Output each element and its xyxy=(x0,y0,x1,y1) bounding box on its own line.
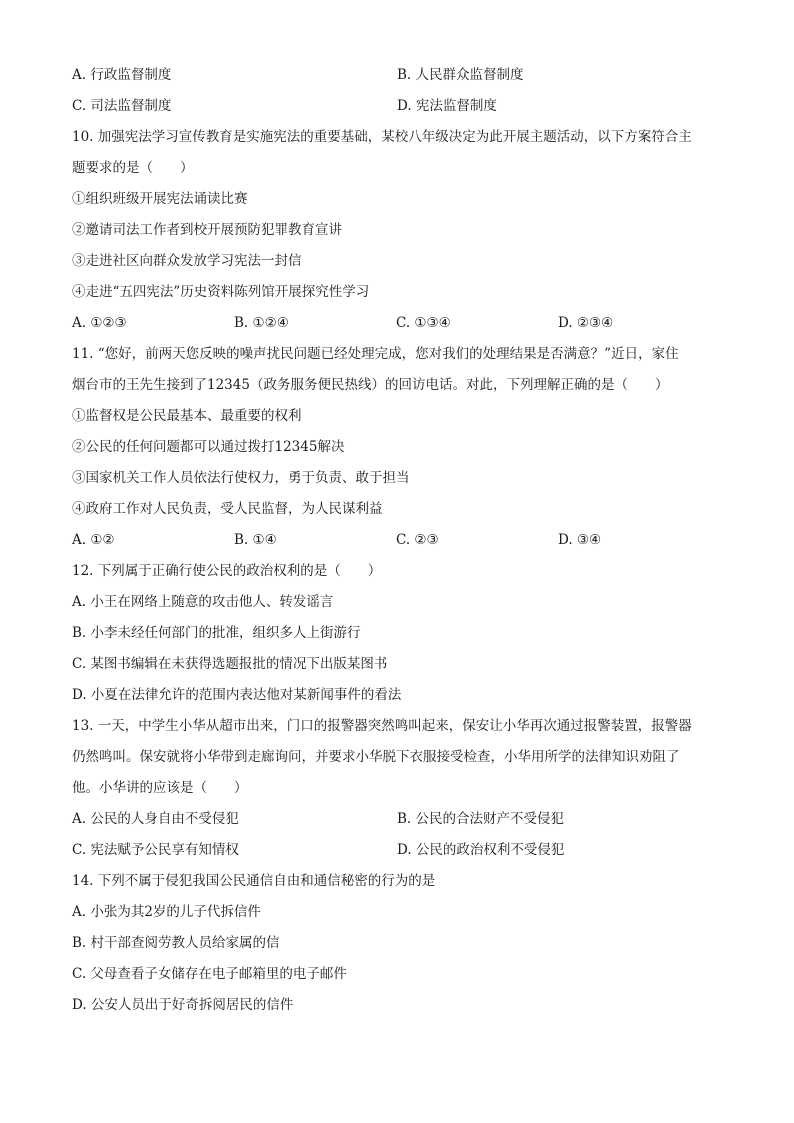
q10-option-b: B. ①②④ xyxy=(234,315,289,331)
q11-item-3: ③国家机关工作人员依法行使权力，勇于负责、敢于担当 xyxy=(72,470,410,486)
q11-option-d: D. ③④ xyxy=(558,532,602,548)
q10-item-1: ①组织班级开展宪法诵读比赛 xyxy=(72,191,248,207)
q9-option-a: A. 行政监督制度 xyxy=(72,67,172,83)
q13-options-row-2 xyxy=(72,839,724,870)
q10-item-2: ②邀请司法工作者到校开展预防犯罪教育宣讲 xyxy=(72,222,342,238)
q9-option-c: C. 司法监督制度 xyxy=(72,98,172,114)
q14-option-a: A. 小张为其2岁的儿子代拆信件 xyxy=(72,904,261,920)
q12-option-b: B. 小李未经任何部门的批准，组织多人上街游行 xyxy=(72,625,361,641)
q10-options-row xyxy=(72,312,724,343)
q9-option-b: B. 人民群众监督制度 xyxy=(397,67,524,83)
q13-stem-line-1: 13. 一天，中学生小华从超市出来，门口的报警器突然鸣叫起来，保安让小华再次通过报警装置，报警器 xyxy=(72,718,692,734)
q10-option-a: A. ①②③ xyxy=(72,315,127,331)
q14-option-b: B. 村干部查阅劳教人员给家属的信 xyxy=(72,935,280,951)
q14-option-c: C. 父母查看子女储存在电子邮箱里的电子邮件 xyxy=(72,966,347,982)
q11-option-a: A. ①② xyxy=(72,532,115,548)
q13-option-a: A. 公民的人身自由不受侵犯 xyxy=(72,811,239,827)
q13-option-c: C. 宪法赋予公民享有知情权 xyxy=(72,842,239,858)
q11-stem-line-1: 11. “您好，前两天您反映的噪声扰民问题已经处理完成，您对我们的处理结果是否满意？”近日，家住 xyxy=(72,346,679,362)
q10-item-4: ④走进“五四宪法”历史资料陈列馆开展探究性学习 xyxy=(72,284,370,300)
q9-option-d: D. 宪法监督制度 xyxy=(397,98,497,114)
q13-option-b: B. 公民的合法财产不受侵犯 xyxy=(397,811,565,827)
q10-option-c: C. ①③④ xyxy=(396,315,451,331)
q10-item-3: ③走进社区向群众发放学习宪法一封信 xyxy=(72,253,302,269)
q10-stem-line-1: 10. 加强宪法学习宣传教育是实施宪法的重要基础，某校八年级决定为此开展主题活动，以下方案符合主 xyxy=(72,129,692,145)
q12-stem: 12. 下列属于正确行使公民的政治权利的是（ ） xyxy=(72,563,382,579)
q11-option-c: C. ②③ xyxy=(396,532,439,548)
q11-option-b: B. ①④ xyxy=(234,532,277,548)
q14-stem: 14. 下列不属于侵犯我国公民通信自由和通信秘密的行为的是 xyxy=(72,873,436,889)
q12-option-d: D. 小夏在法律允许的范围内表达他对某新闻事件的看法 xyxy=(72,687,402,703)
q11-item-4: ④政府工作对人民负责，受人民监督，为人民谋利益 xyxy=(72,501,383,517)
q11-item-1: ①监督权是公民最基本、最重要的权利 xyxy=(72,408,302,424)
q10-stem-line-2: 题要求的是（ ） xyxy=(72,160,194,176)
q11-stem-line-2: 烟台市的王先生接到了12345（政务服务便民热线）的回访电话。对此，下列理解正确的是（ ） xyxy=(72,377,669,393)
q13-option-d: D. 公民的政治权利不受侵犯 xyxy=(397,842,565,858)
q11-options-row xyxy=(72,529,724,560)
q12-option-a: A. 小王在网络上随意的攻击他人、转发谣言 xyxy=(72,594,334,610)
q13-stem-line-3: 他。小华讲的应该是（ ） xyxy=(72,780,248,796)
q11-item-2: ②公民的任何问题都可以通过拨打12345解决 xyxy=(72,439,345,455)
q13-options-row-1 xyxy=(72,808,724,839)
q13-stem-line-2: 仍然鸣叫。保安就将小华带到走廊询问，并要求小华脱下衣服接受检查，小华用所学的法律知识劝阻了 xyxy=(72,749,680,765)
exam-page xyxy=(72,64,724,1025)
q9-options-row-1 xyxy=(72,64,724,95)
q12-option-c: C. 某图书编辑在未获得选题报批的情况下出版某图书 xyxy=(72,656,388,672)
q14-option-d: D. 公安人员出于好奇拆阅居民的信件 xyxy=(72,997,294,1013)
q9-options-row-2 xyxy=(72,95,724,126)
q10-option-d: D. ②③④ xyxy=(558,315,614,331)
